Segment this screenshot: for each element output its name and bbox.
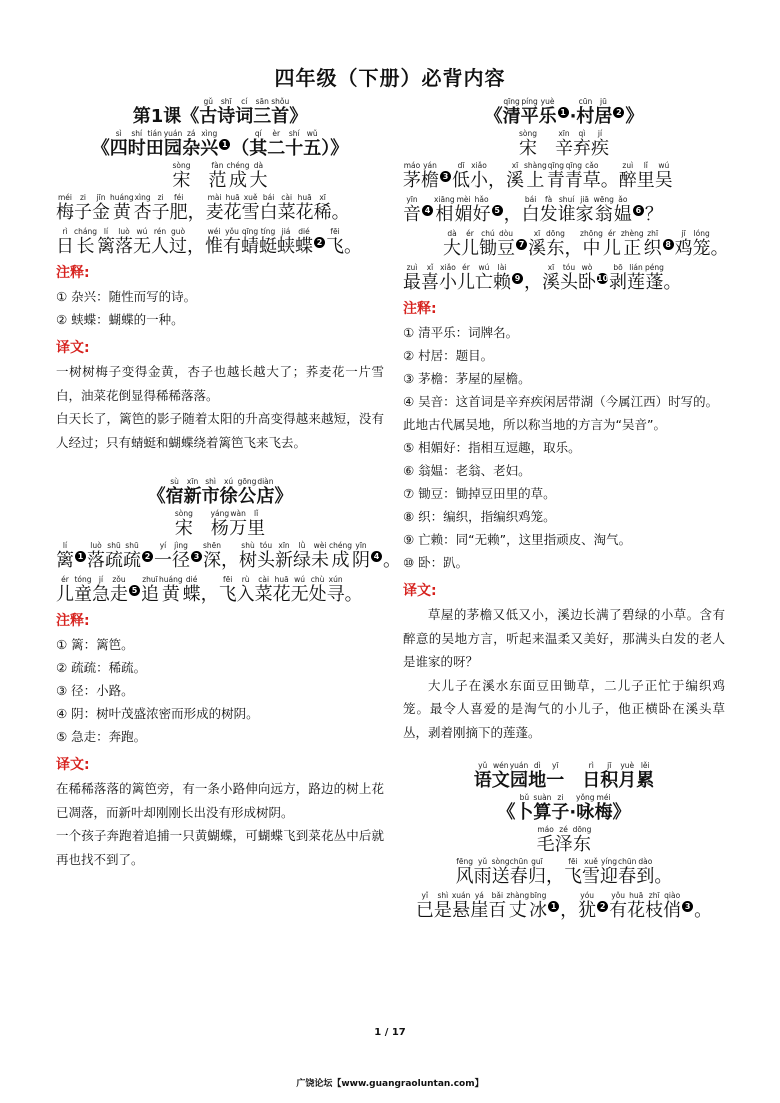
footnote-marker: 9 <box>512 273 523 284</box>
poem-title: 《卜bǔ算suàn子zi·咏yǒng梅méi》 <box>497 793 631 823</box>
ruby-char: 园yuán <box>509 761 529 791</box>
ruby-char: 追zhuī <box>141 575 159 605</box>
ruby-char: 辛xīn <box>554 129 573 159</box>
ruby-char: 子zi <box>551 793 570 823</box>
ruby-char: 稀xī <box>313 193 332 223</box>
ruby-char: 新xīn <box>183 477 202 507</box>
ruby-char: 俏qiào <box>663 891 682 921</box>
footnote-marker: 6 <box>633 205 644 216</box>
note-item: ③ 径：小路。 <box>56 683 134 698</box>
ruby-char: 宋sòng <box>172 161 191 191</box>
poem-title: 《四sì时shí田tián园yuán杂zá兴xìng1 （其qí二èr十shí五wǔ）》 <box>91 129 349 159</box>
ruby-char: 市shì <box>201 477 220 507</box>
ruby-char: 豆dòu <box>497 229 515 259</box>
ruby-char: 飞fēi <box>326 227 344 257</box>
ruby-char: 青qīng <box>546 161 565 191</box>
ruby-char: 弃qì <box>572 129 591 159</box>
ruby-char: 菜cài <box>254 575 273 605</box>
note-item: ⑨ 亡赖：同“无赖”，这里指顽皮、淘气。 <box>403 532 632 547</box>
note-item: ⑧ 织：编织，指编织鸡笼。 <box>403 509 556 524</box>
ruby-char: 古gǔ <box>199 97 218 127</box>
ruby-char: 东dōng <box>546 229 565 259</box>
ruby-char: 阴yīn <box>352 541 371 571</box>
ruby-char: 公gōng <box>237 477 257 507</box>
ruby-char: 童tóng <box>74 575 92 605</box>
translation-paragraph: 一个孩子奔跑着追捕一只黄蝴蝶，可蝴蝶飞到菜花丛中后就再也找不到了。 <box>56 828 384 867</box>
ruby-char: 无wú <box>290 575 309 605</box>
ruby-char: 积jī <box>600 761 619 791</box>
ruby-char: 未wèi <box>311 541 330 571</box>
ruby-char: 大dà <box>443 229 461 259</box>
ruby-char: 大dà <box>249 161 268 191</box>
ruby-char: 花huā <box>295 193 314 223</box>
ruby-char: 到dào <box>636 857 655 887</box>
ruby-char: 飞fēi <box>563 857 582 887</box>
ruby-char: 徐xú <box>219 477 238 507</box>
ruby-char: 头tóu <box>257 541 276 571</box>
ruby-char: 咏yǒng <box>576 793 595 823</box>
ruby-char: 田tián <box>145 129 164 159</box>
ruby-char: 毛máo <box>536 825 555 855</box>
ruby-char: 无wú <box>133 227 151 257</box>
footnote-marker: 2 <box>142 551 153 562</box>
ruby-char: 五wǔ <box>303 129 322 159</box>
ruby-char: 丈zhàng <box>506 891 530 921</box>
poem-verse-line: 音yīn4 相xiāng媚mèi好hǎo5 ，白bái发fà谁shuí家jiā翁wēng媪ǎo6 ？ <box>403 195 663 225</box>
ruby-char: 子zi <box>151 193 170 223</box>
ruby-char: 首shǒu <box>271 97 290 127</box>
ruby-char: 地dì <box>528 761 547 791</box>
ruby-char: 白bái <box>521 195 540 225</box>
ruby-char: 诗shī <box>217 97 236 127</box>
ruby-char: 词cí <box>235 97 254 127</box>
ruby-char: 蛱jiá <box>277 227 295 257</box>
note-item: ① 清平乐：词牌名。 <box>403 325 519 340</box>
ruby-char: 宋sòng <box>518 129 537 159</box>
ruby-char: 醉zuì <box>618 161 637 191</box>
footnote-marker: 8 <box>663 239 674 250</box>
ruby-char: 月yuè <box>618 761 637 791</box>
ruby-char: 蜓tíng <box>259 227 277 257</box>
ruby-char: 一yí <box>154 541 172 571</box>
poem-verse-line: 风fēng雨yǔ送sòng春chūn归guī，飞fēi雪xuě迎yíng春chūn到dào。 <box>455 857 673 887</box>
ruby-char: 雨yǔ <box>473 857 492 887</box>
poem-verse-line: 最zuì喜xǐ小xiǎo儿ér亡wú赖lài9 ，溪xī头tóu卧wò10剥bō莲lián蓬péng。 <box>403 263 682 293</box>
ruby-char: 家jiā <box>575 195 594 225</box>
ruby-char: 篱lí <box>97 227 115 257</box>
ruby-char: 媪ǎo <box>613 195 632 225</box>
footnote-marker: 3 <box>191 551 202 562</box>
notes-heading: 注释: <box>56 265 90 281</box>
ruby-char: 是shì <box>433 891 452 921</box>
ruby-char: 送sòng <box>491 857 510 887</box>
ruby-char: 相xiāng <box>434 195 455 225</box>
ruby-char: 宋sòng <box>174 509 193 539</box>
ruby-char: 最zuì <box>403 263 421 293</box>
poem-title: 《宿sù新xīn市shì徐xú公gōng店diàn》 <box>147 477 293 507</box>
ruby-char: 音yīn <box>403 195 421 225</box>
ruby-char: 春chūn <box>509 857 528 887</box>
ruby-char: 赖lài <box>493 263 511 293</box>
ruby-char: 梅méi <box>56 193 74 223</box>
note-item: ③ 茅檐：茅屋的屋檐。 <box>403 371 531 386</box>
ruby-char: 花huā <box>223 193 242 223</box>
ruby-char: 谁shuí <box>557 195 576 225</box>
ruby-char: 清qīng <box>502 97 521 127</box>
ruby-char: 急jí <box>92 575 110 605</box>
translation-heading: 译文: <box>56 340 90 356</box>
ruby-char: 儿ér <box>461 229 479 259</box>
translation-paragraph: 一树树梅子变得金黄，杏子也越长越大了；荞麦花一片雪白，油菜花倒显得稀稀落落。 <box>56 364 384 403</box>
ruby-char: 黄huáng <box>159 575 183 605</box>
section-heading <box>403 762 725 790</box>
ruby-char: 小xiǎo <box>439 263 457 293</box>
lesson-title: 《古gǔ诗shī词cí三sān首shǒu》 <box>181 97 308 127</box>
left-column <box>56 97 402 871</box>
ruby-char: 万wàn <box>229 509 248 539</box>
lesson-heading <box>56 98 384 126</box>
ruby-char: 落luò <box>87 541 105 571</box>
ruby-char: 有yǒu <box>609 891 628 921</box>
ruby-char: 乐yuè <box>538 97 557 127</box>
ruby-char: 疾jí <box>590 129 609 159</box>
note-item: ⑤ 急走：奔跑。 <box>56 729 147 744</box>
translation-paragraph: 草屋的茅檐又低又小，溪边长满了碧绿的小草。含有醉意的吴地方言，听起来温柔又美好，那满头白发的老人是谁家的呀？ <box>403 607 725 669</box>
ruby-char: 上shàng <box>524 161 547 191</box>
footnote-marker: 5 <box>492 205 503 216</box>
lesson-number: 第1课 <box>132 106 182 127</box>
ruby-char: 十shí <box>285 129 304 159</box>
ruby-char: 蜻qīng <box>241 227 259 257</box>
note-item: ① 杂兴：随性而写的诗。 <box>56 289 197 304</box>
ruby-char: 悬xuán <box>451 891 471 921</box>
ruby-char: 枝zhī <box>645 891 664 921</box>
poem-verse-line: 篱lí1 落luò疏shū疏shū2 一yí径jìng3 深shēn，树shù头tóu新xīn绿lǜ未wèi成chéng阴yīn4 。 <box>56 541 402 571</box>
ruby-char: 入rù <box>236 575 255 605</box>
ruby-char: 村cūn <box>576 97 595 127</box>
ruby-char: 语yǔ <box>473 761 492 791</box>
ruby-char: 归guī <box>527 857 546 887</box>
ruby-char: 绿lǜ <box>293 541 312 571</box>
poem-verse-line: 茅máo檐yán3 低dī小xiǎo，溪xī上shàng青qīng青qīng草cǎo。醉zuì里lǐ吴wú <box>403 161 673 191</box>
footnote-marker: 4 <box>422 205 433 216</box>
ruby-char: 黄huáng <box>110 193 134 223</box>
ruby-char: 蝶dié <box>295 227 313 257</box>
poem-verse-line: 儿ér童tóng急jí走zǒu5 追zhuī黄huáng蝶dié，飞fēi入rù菜cài花huā无wú处chù寻xún。 <box>56 575 363 605</box>
page-title: 四年级（下册）必背内容 <box>274 66 506 90</box>
ruby-char: 处chù <box>308 575 327 605</box>
ruby-char: 亡wú <box>475 263 493 293</box>
ruby-char: 成chéng <box>226 161 250 191</box>
ruby-char: 兴xìng <box>200 129 219 159</box>
poem-author <box>403 826 725 854</box>
ruby-char: 卧wò <box>578 263 596 293</box>
translation-heading: 译文: <box>56 757 90 773</box>
ruby-char: 檐yán <box>421 161 439 191</box>
ruby-char: 范fàn <box>208 161 227 191</box>
ruby-char: 茅máo <box>403 161 421 191</box>
ruby-char: 园yuán <box>163 129 183 159</box>
ruby-char: 肥féi <box>169 193 188 223</box>
ruby-char: 儿ér <box>602 229 621 259</box>
poem-author <box>56 510 384 538</box>
ruby-char: 杨yáng <box>210 509 230 539</box>
ruby-char: 里lǐ <box>247 509 266 539</box>
ruby-char: 疏shū <box>105 541 123 571</box>
poem-verse-line: 日rì长cháng篱lí落luò无wú人rén过guò，惟wéi有yǒu蜻qīng蜓tíng蛱jiá蝶dié2 飞fēi。 <box>56 227 362 257</box>
ruby-char: 寻xún <box>326 575 345 605</box>
ruby-char: 草cǎo <box>582 161 601 191</box>
ruby-char: 已yǐ <box>415 891 434 921</box>
note-item: ④ 吴音：这首词是辛弃疾闲居带湖（今属江西）时写的。此地古代属吴地，所以称当地的方言为“吴音”。 <box>403 394 719 432</box>
ruby-char: 雪xuě <box>241 193 260 223</box>
ruby-char: 日rì <box>56 227 74 257</box>
ruby-char: 犹yóu <box>578 891 597 921</box>
ruby-char: 百bǎi <box>488 891 507 921</box>
ruby-char: 平píng <box>520 97 539 127</box>
ruby-char: 崖yá <box>470 891 489 921</box>
ruby-char: 花huā <box>627 891 646 921</box>
ruby-char: 中zhōng <box>580 229 603 259</box>
ruby-char: 头tóu <box>560 263 578 293</box>
ruby-char: 发fà <box>539 195 558 225</box>
ruby-char: 宿sù <box>165 477 184 507</box>
ruby-char: 笼lóng <box>692 229 711 259</box>
ruby-char: 飞fēi <box>218 575 237 605</box>
footnote-marker: 5 <box>129 585 140 596</box>
ruby-char: 走zǒu <box>110 575 128 605</box>
notes-heading: 注释: <box>56 613 90 629</box>
ruby-char: 长cháng <box>74 227 97 257</box>
ruby-char: 惟wéi <box>205 227 223 257</box>
ruby-char: 径jìng <box>172 541 190 571</box>
ruby-char: 吴wú <box>654 161 673 191</box>
note-item: ⑤ 相媚好：指相互逗趣，取乐。 <box>403 440 581 455</box>
footnote-marker: 2 <box>314 237 325 248</box>
ruby-char: 雪xuě <box>581 857 600 887</box>
ruby-char: 溪xī <box>528 229 546 259</box>
translation-paragraph: 白天长了，篱笆的影子随着太阳的升高变得越来越短，没有人经过；只有蜻蜓和蝴蝶绕着篱笆飞来飞去。 <box>56 411 384 450</box>
ruby-char: 文wén <box>491 761 510 791</box>
ruby-char: 一yī <box>546 761 565 791</box>
ruby-char: 新xīn <box>275 541 294 571</box>
note-item: ② 村居：题目。 <box>403 348 494 363</box>
ruby-char: 喜xǐ <box>421 263 439 293</box>
ruby-char: 春chūn <box>617 857 637 887</box>
ruby-char: 累lěi <box>636 761 655 791</box>
ruby-char: 杂zá <box>182 129 201 159</box>
ruby-char: 溪xī <box>542 263 560 293</box>
ruby-char: 四sì <box>109 129 128 159</box>
footnote-marker: 1 <box>75 551 86 562</box>
poem-author <box>56 162 384 190</box>
ruby-char: 有yǒu <box>223 227 241 257</box>
ruby-char: 过guò <box>169 227 187 257</box>
footnote-marker: 2 <box>597 901 608 912</box>
footnote-marker: 2 <box>613 107 624 118</box>
ruby-char: 落luò <box>115 227 133 257</box>
footnote-marker: 1 <box>548 901 559 912</box>
ruby-char: 花huā <box>272 575 291 605</box>
poem-verse-line: 大dà儿ér锄chú豆dòu7 溪xī东dōng，中zhōng儿ér正zhèng织zhī8 鸡jī笼lóng。 <box>443 229 729 259</box>
note-item: ② 疏疏：稀疏。 <box>56 660 147 675</box>
footnote-marker: 3 <box>440 171 451 182</box>
ruby-char: 算suàn <box>533 793 552 823</box>
ruby-char: 居jū <box>594 97 613 127</box>
footer-site-label: 广饶论坛【www.guangraoluntan.com】 <box>296 1079 484 1089</box>
page-number: 1 / 17 <box>374 1027 406 1038</box>
ruby-char: 儿ér <box>457 263 475 293</box>
right-column <box>403 97 729 926</box>
footnote-marker: 3 <box>682 901 693 912</box>
ruby-char: 迎yíng <box>599 857 618 887</box>
ruby-char: 其qí <box>249 129 268 159</box>
poem-verse-line: 已yǐ是shì悬xuán崖yá百bǎi丈zhàng冰bīng1 ，犹yóu2 有yǒu花huā枝zhī俏qiào3 。 <box>415 891 713 921</box>
poem-verse-line: 梅méi子zi金jīn黄huáng杏xìng子zi肥féi，麦mài花huā雪xuě白bái菜cài花huā稀xī。 <box>56 193 350 223</box>
ruby-char: 正zhèng <box>620 229 644 259</box>
note-item: ① 篱：篱笆。 <box>56 637 134 652</box>
ruby-char: 麦mài <box>205 193 224 223</box>
footnote-marker: 1 <box>219 139 230 150</box>
ruby-char: 菜cài <box>277 193 296 223</box>
ruby-char: 好hǎo <box>472 195 491 225</box>
notes-heading: 注释: <box>403 301 437 317</box>
ruby-char: 鸡jī <box>674 229 693 259</box>
ruby-char: 梅méi <box>594 793 613 823</box>
translation-heading: 译文: <box>403 583 437 599</box>
ruby-char: 锄chú <box>479 229 497 259</box>
ruby-char: 人rén <box>151 227 169 257</box>
ruby-char: 风fēng <box>455 857 474 887</box>
ruby-char: 三sān <box>253 97 272 127</box>
ruby-char: 蓬péng <box>645 263 664 293</box>
ruby-char: 卜bǔ <box>515 793 534 823</box>
ruby-char: 疏shū <box>123 541 141 571</box>
ruby-char: 莲lián <box>627 263 645 293</box>
note-item: ⑦ 锄豆：锄掉豆田里的草。 <box>403 486 556 501</box>
ruby-char: 儿ér <box>56 575 74 605</box>
note-item: ② 蛱蝶：蝴蝶的一种。 <box>56 312 184 327</box>
footnote-marker: 4 <box>371 551 382 562</box>
ruby-char: 篱lí <box>56 541 74 571</box>
ruby-char: 深shēn <box>203 541 222 571</box>
ruby-char: 日rì <box>582 761 601 791</box>
ruby-char: 翁wēng <box>593 195 614 225</box>
footnote-marker: 10 <box>597 274 609 283</box>
ruby-char: 小xiǎo <box>470 161 488 191</box>
ruby-char: 低dī <box>452 161 470 191</box>
note-item: ⑩ 卧：趴。 <box>403 555 469 570</box>
note-item: ⑥ 翁媪：老翁、老妇。 <box>403 463 531 478</box>
translation-paragraph: 大儿子在溪水东面豆田锄草，二儿子正忙于编织鸡笼。最令人喜爱的是淘气的小儿子，他正横卧在溪头草丛，剥着刚摘下的莲蓬。 <box>403 677 725 740</box>
ruby-char: 子zi <box>74 193 92 223</box>
ruby-char: 时shí <box>127 129 146 159</box>
poem-author <box>403 130 725 158</box>
ruby-char: 店diàn <box>256 477 275 507</box>
footnote-marker: 7 <box>516 239 527 250</box>
ruby-char: 媚mèi <box>454 195 473 225</box>
translation-paragraph: 在稀稀落落的篱笆旁，有一条小路伸向远方，路边的树上花已凋落，而新叶却刚刚长出没有形成树阴。 <box>56 781 384 820</box>
ruby-char: 金jīn <box>92 193 110 223</box>
ruby-char: 青qīng <box>564 161 583 191</box>
ruby-char: 溪xī <box>506 161 524 191</box>
ruby-char: 二èr <box>267 129 286 159</box>
ruby-char: 剥bō <box>609 263 627 293</box>
ruby-char: 东dōng <box>572 825 592 855</box>
note-item: ④ 阴：树叶茂盛浓密而形成的树阴。 <box>56 706 259 721</box>
ruby-char: 冰bīng <box>529 891 548 921</box>
ruby-char: 蝶dié <box>182 575 201 605</box>
ruby-char: 树shù <box>239 541 258 571</box>
ruby-char: 织zhī <box>643 229 662 259</box>
footnote-marker: 1 <box>558 107 569 118</box>
ruby-char: 泽zé <box>554 825 573 855</box>
ruby-char: 里lǐ <box>636 161 655 191</box>
ruby-char: 白bái <box>259 193 278 223</box>
ruby-char: 成chéng <box>329 541 353 571</box>
poem-title: 《清qīng平píng乐yuè1 ·村cūn居jū2 》 <box>484 97 644 127</box>
ruby-char: 杏xìng <box>133 193 152 223</box>
